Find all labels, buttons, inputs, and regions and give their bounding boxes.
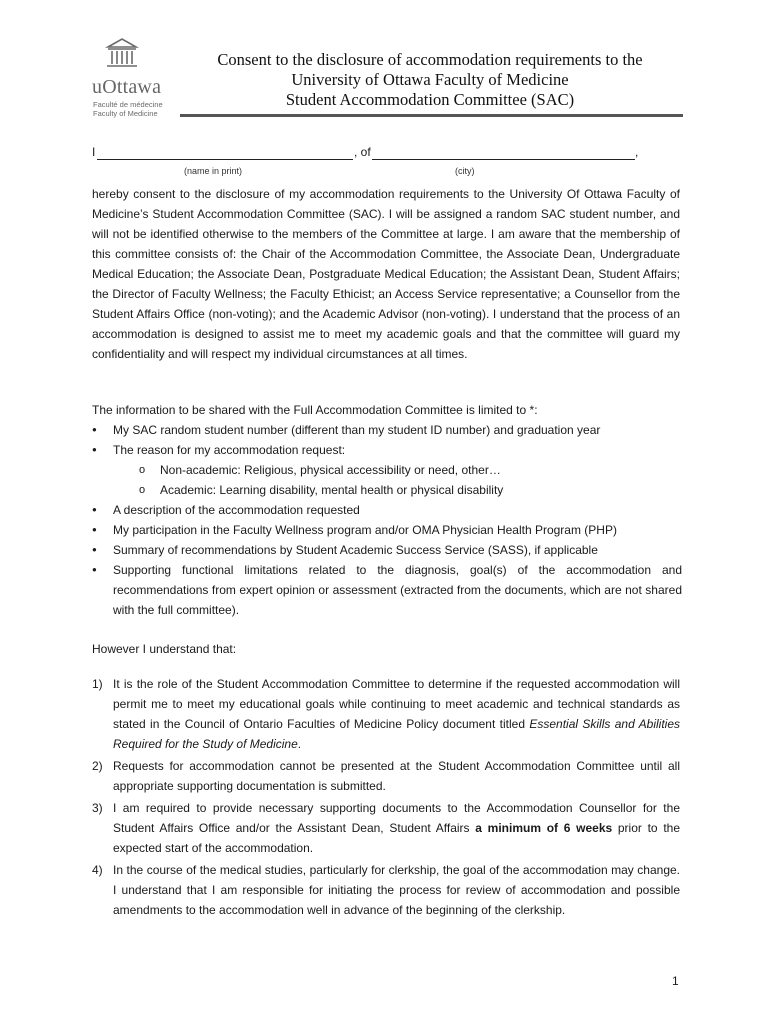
list-item: 4) In the course of the medical studies, particularly for clerkship, the goal of the accommodation may change. I understand that I am responsible for initiating the process for review of accommodation and possible amendments to the accommodation well in advance of the beginning of the clerkship. — [92, 863, 680, 917]
minimum-weeks-emphasis: a minimum of 6 weeks — [475, 821, 613, 835]
name-hint: (name in print) — [184, 166, 243, 176]
consent-paragraph: hereby consent to the disclosure of my accommodation requirements to the University Of Ottawa Faculty of Medicine’s Student Accommodation Committee (SAC). I will be assigned a random SAC student number, and will not be identified otherwise to the members of the Committee at large. I am aware that the membership of this committee consists of: the Chair of the Accommodation Committee, the Associate Dean, Undergraduate Medical Education; the Associate Dean, Postgraduate Medical Education; the Assistant Dean, Student Affairs; the Director of Faculty Wellness; the Faculty Ethicist; an Access Service representative; a Counsellor from the Student Affairs Office (non-voting); and the Academic Advisor (non-voting). I understand that the process of an accommodation is designed to assist me to meet my academic goals and that the committee will guard my confidentiality and will respect my individual circumstances at all times. — [92, 187, 680, 361]
end-comma: , — [635, 145, 639, 159]
of-label: , of — [354, 145, 371, 159]
i-label: I — [92, 145, 96, 159]
name-field[interactable] — [97, 159, 353, 160]
list-item: 1) It is the role of the Student Accommodation Committee to determine if the requested accommodation will permit me to meet my educational goals while continuing to meet academic and technical standards as stated in the Council of Ontario Faculties of Medicine Policy document titled Essential Skills and Abilities Required for the Study of Medicine. — [92, 677, 680, 751]
list-item: 3) I am required to provide necessary supporting documents to the Accommodation Counsellor for the Student Affairs Office and/or the Assistant Dean, Student Affairs a minimum of 6 weeks prior to the expected start of the accommodation. — [92, 801, 680, 855]
understanding-list — [92, 674, 680, 922]
however-heading: However I understand that: — [92, 642, 237, 656]
title-line-3: Student Accommodation Committee (SAC) — [285, 90, 575, 109]
city-hint: (city) — [455, 166, 475, 176]
list-item: o Non-academic: Religious, physical accessibility or need, other… — [113, 460, 682, 480]
list-item: o Academic: Learning disability, mental health or physical disability — [113, 480, 682, 500]
logo-wordmark: uOttawa — [92, 76, 162, 98]
list-item: 2) Requests for accommodation cannot be presented at the Student Accommodation Committee until all appropriate supporting documentation is submitted. — [92, 759, 680, 793]
title-line-2: University of Ottawa Faculty of Medicine — [291, 70, 569, 89]
list-item: ● My SAC random student number (different than my student ID number) and graduation year — [92, 420, 682, 440]
shared-info-list — [92, 420, 682, 620]
logo-subtitle — [93, 100, 163, 118]
info-intro: The information to be shared with the Full Accommodation Committee is limited to *: — [92, 403, 538, 417]
list-item: ● Supporting functional limitations related to the diagnosis, goal(s) of the accommodation and recommendations from expert opinion or assessment (extracted from the documents, which are not shared with the full committee). — [92, 560, 682, 620]
list-item: ● A description of the accommodation requested — [92, 500, 682, 520]
list-item: ● The reason for my accommodation request: o Non-academic: Religious, physical accessibility or need, other… o Academic: Learning disability, mental health or physical disability — [92, 440, 682, 500]
list-item: ● My participation in the Faculty Wellness program and/or OMA Physician Health Program (PHP) — [92, 520, 682, 540]
city-field[interactable] — [372, 159, 635, 160]
logo-subtitle-fr: Faculté de médecine — [93, 100, 163, 109]
title-divider — [180, 114, 683, 117]
policy-title: Essential Skills and Abilities Required for the Study of Medicine — [113, 717, 680, 751]
page-number: 1 — [672, 974, 679, 988]
title-line-1: Consent to the disclosure of accommodation requirements to the — [217, 50, 643, 69]
uottawa-logo — [92, 36, 168, 126]
building-icon — [105, 36, 139, 70]
reason-sublist — [113, 460, 682, 500]
document-title — [180, 50, 680, 110]
list-item: ● Summary of recommendations by Student Academic Success Service (SASS), if applicable — [92, 540, 682, 560]
logo-subtitle-en: Faculty of Medicine — [93, 109, 158, 118]
